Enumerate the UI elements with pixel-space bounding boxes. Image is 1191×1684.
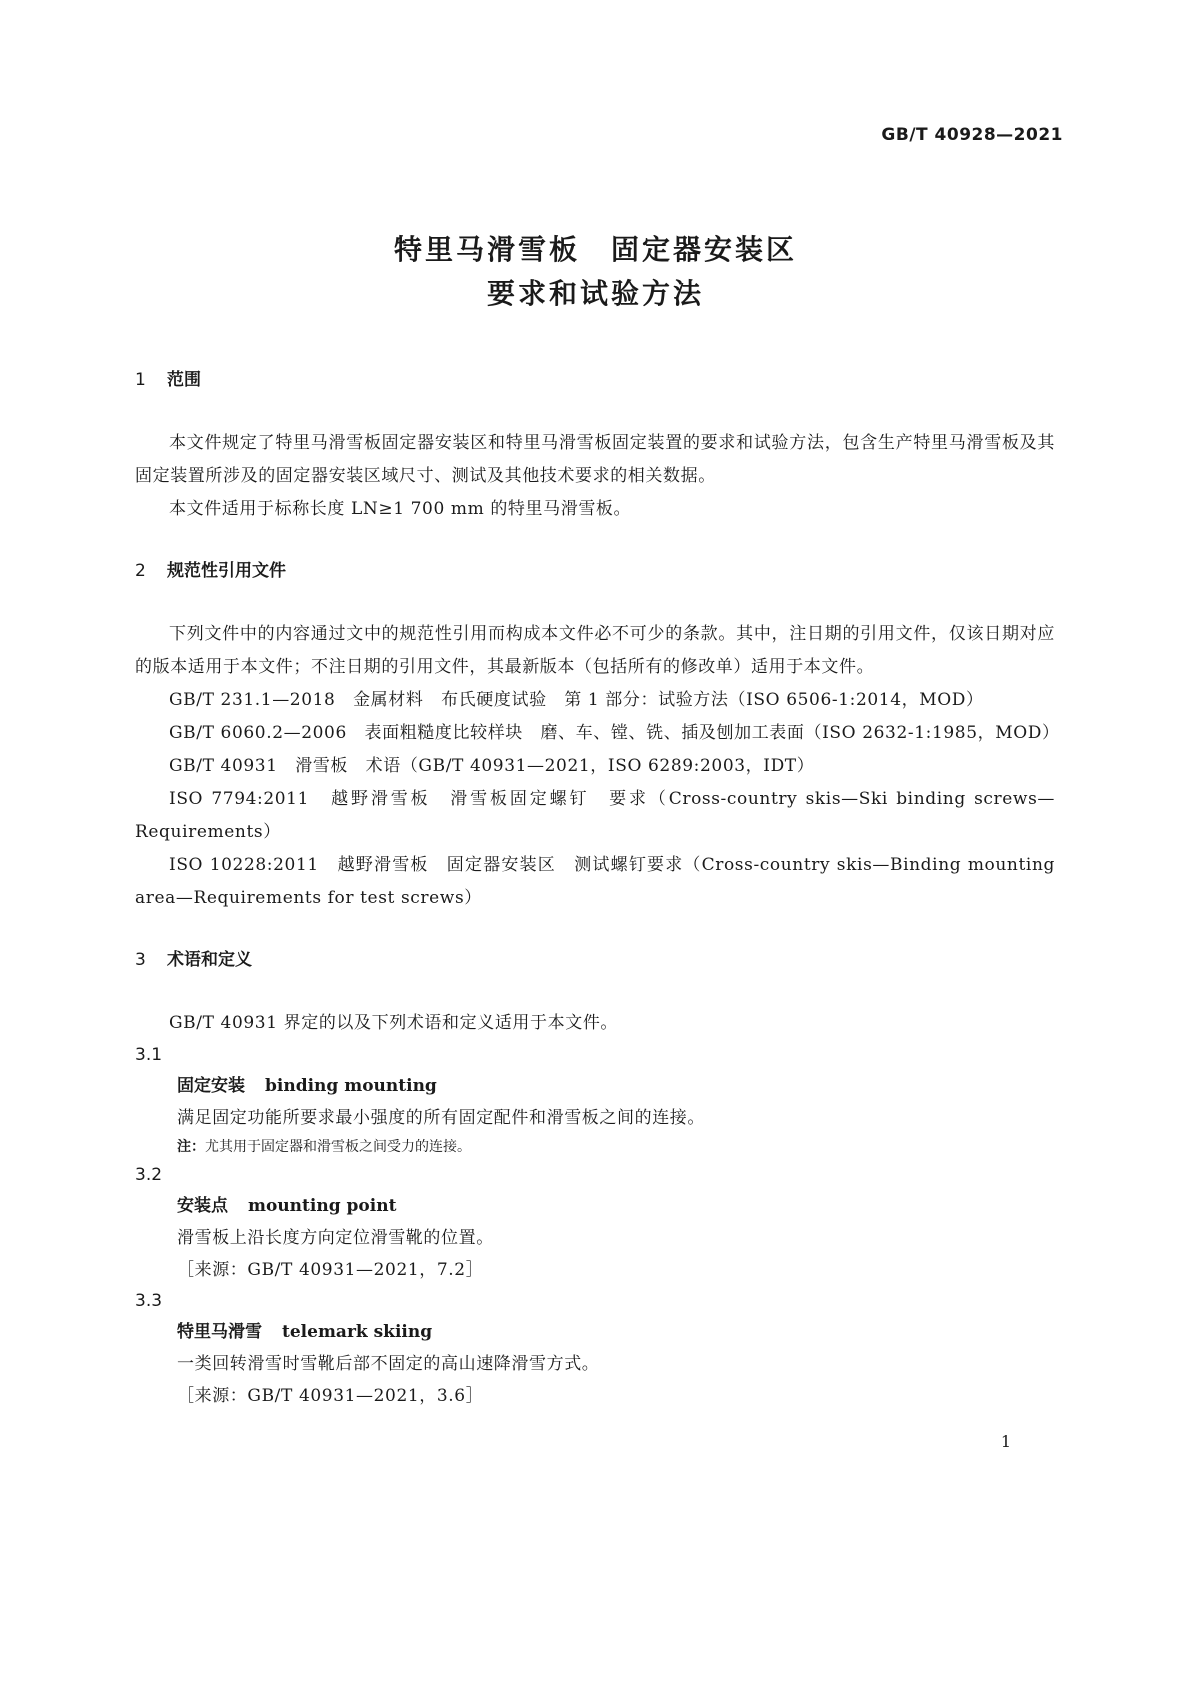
section-number: 1 (135, 370, 146, 390)
section-title: 规范性引用文件 (167, 561, 286, 581)
document-body (135, 365, 1060, 1412)
paragraph: 本文件规定了特里马滑雪板固定器安装区和特里马滑雪板固定装置的要求和试验方法，包含生产特里马滑雪板及其固定装置所涉及的固定器安装区域尺寸、测试及其他技术要求的相关数据。 (135, 433, 1055, 486)
term-number: 3.2 (135, 1165, 163, 1185)
term-note (135, 1134, 1055, 1160)
reference-item: GB/T 40931 滑雪板 术语（GB/T 40931—2021，ISO 6289:2003，IDT） (169, 756, 815, 776)
section-heading-terms-definitions (135, 945, 1055, 975)
term-number: 3.3 (135, 1291, 163, 1311)
reference-item: GB/T 6060.2—2006 表面粗糙度比较样块 磨、车、镗、铣、插及刨加工表面（ISO 2632-1:1985，MOD） (169, 723, 1060, 743)
term-entry (135, 1190, 1055, 1222)
note-label: 注： (177, 1139, 205, 1155)
term-zh: 特里马滑雪 (177, 1322, 262, 1342)
term-number: 3.1 (135, 1045, 163, 1065)
section-title: 范围 (167, 370, 201, 390)
paragraph: GB/T 40931 界定的以及下列术语和定义适用于本文件。 (169, 1013, 619, 1033)
document-title-line2: 要求和试验方法 (486, 277, 704, 310)
term-definition: 一类回转滑雪时雪靴后部不固定的高山速降滑雪方式。 (177, 1354, 600, 1374)
term-source: ［来源：GB/T 40931—2021，3.6］ (177, 1386, 484, 1406)
term-entry (135, 1070, 1055, 1102)
section-heading-normative-references (135, 556, 1055, 586)
reference-item: ISO 10228:2011 越野滑雪板 固定器安装区 测试螺钉要求（Cross-country skis—Binding mounting area—Requirements for test screws） (135, 855, 1055, 908)
term-en: telemark skiing (282, 1322, 433, 1342)
term-source: ［来源：GB/T 40931—2021，7.2］ (177, 1260, 484, 1280)
term-zh: 固定安装 (177, 1076, 245, 1096)
term-en: binding mounting (265, 1076, 437, 1096)
term-zh: 安装点 (177, 1196, 228, 1216)
note-text: 尤其用于固定器和滑雪板之间受力的连接。 (205, 1139, 471, 1155)
document-title-line1: 特里马滑雪板 固定器安装区 (393, 233, 797, 266)
term-entry (135, 1316, 1055, 1348)
reference-item: GB/T 231.1—2018 金属材料 布氏硬度试验 第 1 部分：试验方法（ISO 6506-1:2014，MOD） (169, 690, 984, 710)
section-number: 2 (135, 561, 146, 581)
paragraph: 下列文件中的内容通过文中的规范性引用而构成本文件必不可少的条款。其中，注日期的引用文件，仅该日期对应的版本适用于本文件；不注日期的引用文件，其最新版本（包括所有的修改单）适用于本文件。 (135, 624, 1055, 677)
section-heading-scope (135, 365, 1055, 395)
reference-item: ISO 7794:2011 越野滑雪板 滑雪板固定螺钉 要求（Cross-country skis—Ski binding screws—Requirements） (135, 789, 1055, 842)
standard-code: GB/T 40928—2021 (881, 125, 1063, 145)
paragraph: 本文件适用于标称长度 LN≥1 700 mm 的特里马滑雪板。 (169, 499, 632, 519)
term-definition: 满足固定功能所要求最小强度的所有固定配件和滑雪板之间的连接。 (177, 1108, 705, 1128)
section-title: 术语和定义 (167, 950, 252, 970)
page-number: 1 (1000, 1432, 1011, 1451)
section-number: 3 (135, 950, 146, 970)
term-definition: 滑雪板上沿长度方向定位滑雪靴的位置。 (177, 1228, 494, 1248)
term-en: mounting point (248, 1196, 397, 1216)
